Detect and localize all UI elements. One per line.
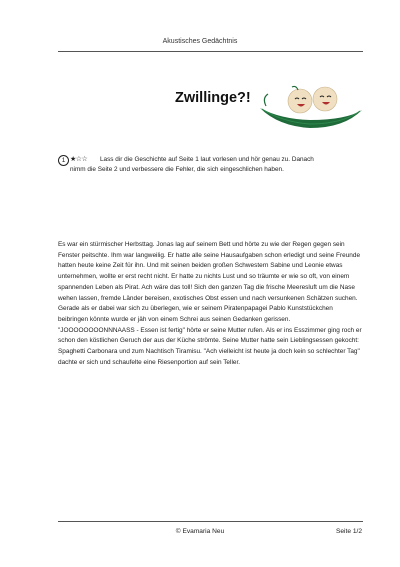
task-instruction-line1: Lass dir die Geschichte auf Seite 1 laut vorlesen und hör genau zu. Danach — [100, 156, 314, 163]
peas-in-pod-illustration — [258, 82, 364, 132]
header-title: Akustisches Gedächtnis — [162, 38, 238, 45]
difficulty-stars: ★☆☆ — [70, 156, 88, 163]
page-title: Zwillinge?! — [175, 90, 251, 106]
task-number: 1 — [58, 155, 69, 166]
story-text: Es war ein stürmischer Herbsttag. Jonas lag auf seinem Bett und hörte zu wie der Regen gegen sein Fenster peitschte. Ihm war langweilig. Er hatte alle seine Hausaufgaben schon erledigt und seine Freunde hatten heute keine Zeit für ihn. Und mit seinen beiden großen Schwestern Sabine und Leonie etwas unternehmen, wollte er erst recht nicht. Er hatte zu nichts Lust und so träumte er wie so oft, von einem spannenden Leben als Pirat. Ach wäre das toll! Sich den ganzen Tag die frische Meeresluft um die Nase wehen lassen, fremde Länder bereisen, exotisches Obst essen und nach versunkenen Schätzen suchen. Gerade als er dabei war sich zu überlegen, wie er seinem Piratenpapagei Pablo Kunststückchen beibringen könnte wurde er jäh von einem Schrei aus seinen Gedanken gerissen. "JOOOOOOOONNNAASS - Essen ist fertig" hörte er seine Mutter rufen. Als er ins Esszimmer ging roch er schon den köstlichen Geruch der aus der Küche strömte. Seine Mutter hatte sein Lieblingsessen gekocht: Spaghetti Carbonara und zum Nachtisch Tiramisu. "Ach vielleicht ist heute ja doch kein so schlechter Tag" dachte er sich und schaufelte eine Riesenportion auf sein Teller. — [58, 241, 362, 366]
footer-page-number: Seite 1/2 — [335, 528, 362, 535]
footer-copyright: © Evamaria Neu — [175, 528, 225, 535]
footer-rule — [58, 521, 363, 522]
task-instruction-line2: nimm die Seite 2 und verbessere die Fehler, die sich eingeschlichen haben. — [70, 166, 284, 173]
header-rule — [58, 51, 363, 52]
